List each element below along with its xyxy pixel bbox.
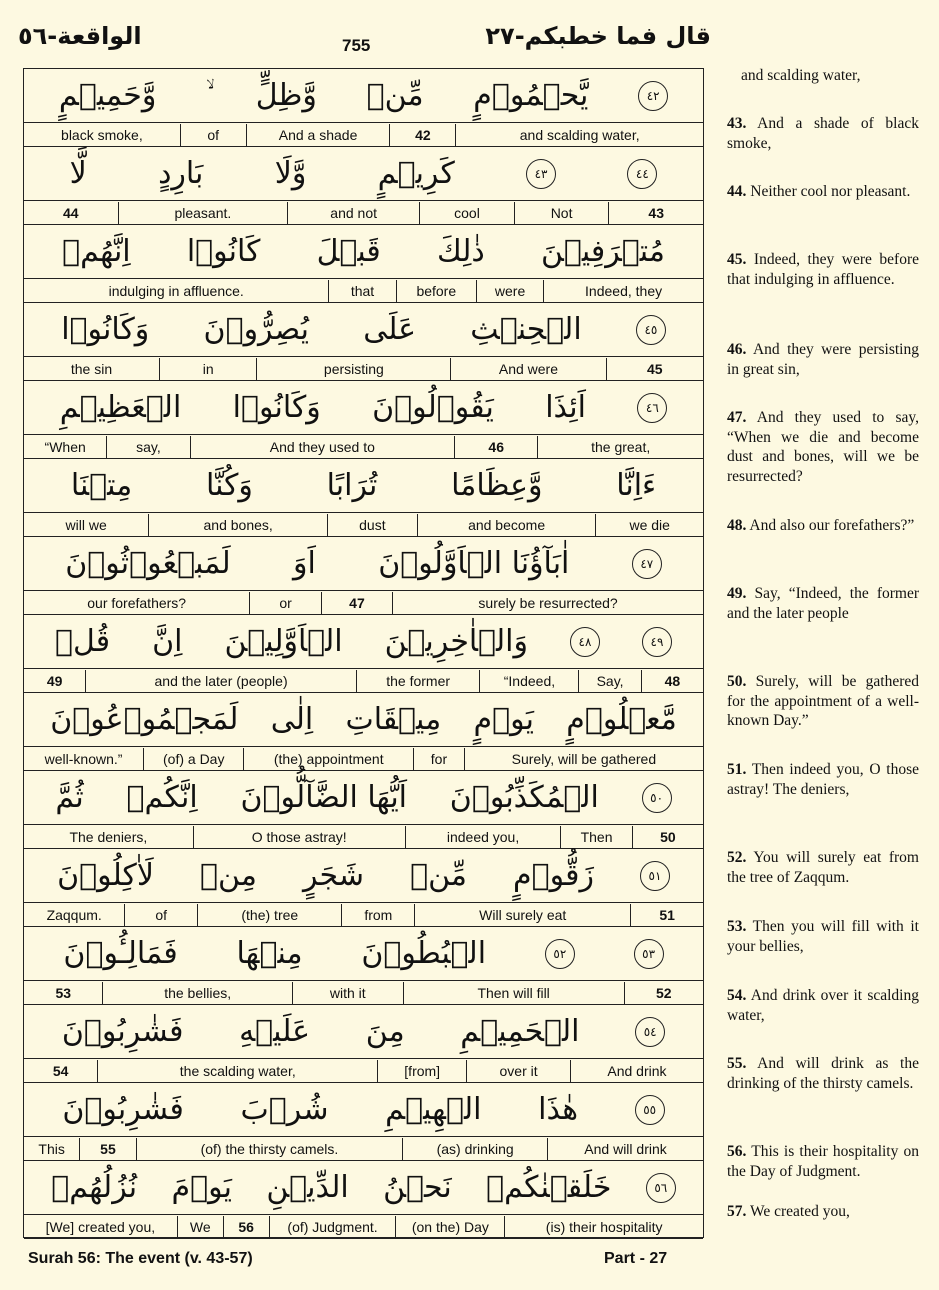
arabic-word: اِلٰى [270,702,314,737]
arabic-word: شَجَرٍ [302,858,365,893]
word-meaning-cell: O those astray! [193,826,405,848]
word-meaning-cell: indeed you, [405,826,561,848]
arabic-word: مِنۡ [199,858,257,893]
word-meaning-cell: [We] created you, [45,1219,156,1235]
word-meaning-cell: surely be resurrected? [392,592,703,614]
english-line [24,358,703,381]
arabic-word: نُزُلُهُمۡ [51,1170,138,1205]
part-name-arabic: قال فما خطبكم-٢٧ [485,22,711,50]
word-meaning-cell: And will drink [547,1138,703,1160]
arabic-word: زَقُّوۡمٍ [513,858,594,893]
arabic-line [24,693,703,747]
word-meaning-cell: indulging in affluence. [108,283,244,299]
arabic-word: قُلۡ [55,624,111,659]
arabic-word: عَلَيۡهِ [239,1014,311,1049]
word-meaning-cell: of [180,124,246,146]
verse-end-marker: ٤٨ [570,627,600,657]
word-meaning-cell: with it [292,982,403,1004]
verse-number-cell: 50 [632,826,703,848]
verse-end-marker: ٥٣ [634,939,664,969]
translation-verse [727,340,919,379]
arabic-word: مُتۡرَفِيۡنَ [540,234,665,269]
word-meaning-cell: Zaqqum. [46,907,102,923]
arabic-word: الۡحَمِيۡمِ [460,1014,580,1049]
word-meaning-cell: Surely, will be gathered [464,748,703,770]
translation-verse [727,986,919,1025]
translation-verse-number: 56. [727,1143,747,1160]
translation-verse-text: Neither cool nor pleasant. [750,183,911,200]
translation-verse-text: Say, “Indeed, the former and the later people [727,585,920,622]
verse-end-marker: ٤٩ [642,627,672,657]
translation-verse [727,584,919,623]
translation-verse-number: 46. [727,341,747,358]
translation-verse-number: 53. [727,918,747,935]
arabic-word: اَيُّهَا الضَّآلُّوۡنَ [240,780,408,815]
arabic-line [24,771,703,825]
word-meaning-cell: (the) appointment [243,748,413,770]
word-meaning-cell: well-known.” [44,751,123,767]
verse-end-marker: ٤٧ [632,549,662,579]
word-meaning-cell: the scalding water, [97,1060,377,1082]
verse-row [24,537,703,615]
arabic-word: شُرۡبَ [240,1092,329,1127]
translation-verse-number: 48. [727,517,747,534]
word-meaning-cell: And were [450,358,605,380]
english-line [24,436,703,459]
translation-verse [727,516,919,536]
word-meaning-cell: (of) Judgment. [269,1216,396,1238]
verse-end-marker: ٥٠ [642,783,672,813]
arabic-word: وَّظِلٍّ [255,78,317,113]
arabic-word: وَّلَا [274,156,307,191]
verse-row [24,849,703,927]
verse-number-cell: 48 [641,670,703,692]
footer-surah-title: Surah 56: The event (v. 43-57) [28,1250,253,1267]
arabic-word: نَحۡنُ [383,1170,452,1205]
arabic-word: فَمَالِـُٔوۡنَ [63,936,178,971]
verse-row [24,771,703,849]
word-by-word-grid [23,68,704,1238]
verse-number-cell: 46 [454,436,537,458]
arabic-word: الۡبُطُوۡنَ [361,936,487,971]
word-meaning-cell: of [124,904,197,926]
word-meaning-cell: and bones, [148,514,327,536]
arabic-word: الۡعَظِيۡمِ [59,390,182,425]
arabic-word: وَكَانُوۡا [232,390,321,425]
arabic-word: مَّعۡلُوۡمٍ [566,702,677,737]
word-meaning-cell: the sin [70,361,113,377]
verse-number-cell: 44 [63,205,79,221]
english-line [24,670,703,693]
verse-end-marker: ٥٤ [635,1017,665,1047]
arabic-word: اِنَّهُمۡ [62,234,131,269]
word-meaning-cell: (of) a Day [143,748,243,770]
arabic-line [24,147,703,201]
translation-verse-text: And will drink as the drinking of the thirsty camels. [727,1055,919,1092]
arabic-word: اِنَّكُمۡ [126,780,198,815]
verse-row [24,225,703,303]
verse-row [24,303,703,381]
arabic-word: مِتۡنَا [70,468,133,503]
arabic-word: فَشٰرِبُوۡنَ [61,1014,184,1049]
word-meaning-cell: cool [419,202,514,224]
arabic-word: قَبۡلَ [316,234,381,269]
word-meaning-cell: pleasant. [118,202,288,224]
translation-verse [727,760,919,799]
arabic-word: اٰبَآؤُنَا الۡاَوَّلُوۡنَ [378,546,570,581]
arabic-word: فَشٰرِبُوۡنَ [62,1092,184,1127]
arabic-line [24,537,703,591]
translation-verse-text: And a shade of black smoke, [727,115,919,152]
english-line [24,1216,703,1239]
word-meaning-cell: before [396,280,476,302]
word-meaning-cell: (is) their hospitality [504,1216,703,1238]
arabic-word: وَالۡاٰخِرِيۡنَ [384,624,528,659]
translation-verse-text: Surely, will be gathered for the appointment of a well-known Day.” [727,673,919,729]
arabic-word: اَوَ [293,546,316,581]
verse-number-cell: 55 [79,1138,135,1160]
english-line [24,280,703,303]
english-line [24,1060,703,1083]
translation-verse-text: and scalding water, [741,67,861,84]
word-meaning-cell: black smoke, [61,127,143,143]
arabic-word: وَكَانُوۡا [61,312,150,347]
verse-number-cell: 47 [321,592,392,614]
verse-row [24,381,703,459]
verse-end-marker: ٥١ [640,861,670,891]
word-meaning-cell: were [476,280,543,302]
arabic-word: كَرِيۡمٍ [377,156,455,191]
translation-verse-number: 51. [727,761,747,778]
verse-number-cell: 56 [223,1216,269,1238]
word-meaning-cell: over it [466,1060,570,1082]
arabic-word: لَمَبۡعُوۡثُوۡنَ [65,546,231,581]
word-meaning-cell: Say, [578,670,640,692]
arabic-word: تُرَابًا [326,468,378,503]
arabic-word: لَّا [69,156,87,191]
footer-part: Part - 27 [604,1250,668,1267]
english-line [24,1138,703,1161]
arabic-word: مِيۡقَاتِ [345,702,442,737]
verse-row [24,1005,703,1083]
word-meaning-cell: from [341,904,414,926]
verse-number-cell: 53 [55,985,72,1001]
translation-verse-number: 54. [727,987,747,1004]
verse-end-marker: ٤٤ [627,159,657,189]
translation-verse-number: 52. [727,849,747,866]
arabic-line [24,69,703,123]
verse-row [24,147,703,225]
verse-end-marker: ٤٥ [636,315,666,345]
translation-verse [727,1202,919,1222]
word-meaning-cell: The deniers, [69,829,148,845]
arabic-word: يَقُوۡلُوۡنَ [372,390,494,425]
translation-verse-number: 55. [727,1055,747,1072]
translation-verse [727,1142,919,1181]
surah-name-arabic: الواقعة-٥٦ [18,22,142,50]
arabic-word: الۡهِيۡمِ [385,1092,482,1127]
translation-verse [727,182,919,202]
word-meaning-cell: [from] [377,1060,466,1082]
arabic-line [24,849,703,903]
word-meaning-cell: We [177,1216,223,1238]
arabic-word: مِنَ [365,1014,405,1049]
word-meaning-cell: This [38,1141,65,1157]
word-meaning-cell: the former [356,670,480,692]
verse-number-cell: 42 [389,124,455,146]
verse-row [24,693,703,771]
translation-verse-text: And drink over it scalding water, [727,987,919,1024]
word-meaning-cell: the great, [537,436,703,458]
arabic-word: ثُمَّ [55,780,84,815]
translation-verse-text: And they were persisting in great sin, [727,341,919,378]
word-meaning-cell: and become [417,514,596,536]
arabic-word: مِّنۡ [410,858,467,893]
arabic-line [24,459,703,513]
translation-verse-text: This is their hospitality on the Day of Judgment. [727,1143,919,1180]
translation-verse [727,672,919,731]
word-meaning-cell: will we [65,517,107,533]
word-meaning-cell: Will surely eat [414,904,630,926]
word-meaning-cell: and not [287,202,419,224]
arabic-word: الۡمُكَذِّبُوۡنَ [449,780,599,815]
english-line [24,592,703,615]
arabic-word: وَّحَمِيۡمٍ [58,78,157,113]
verse-number-cell: 52 [624,982,703,1004]
arabic-word: عَلَى [363,312,417,347]
arabic-word: لَاٰكِلُوۡنَ [57,858,154,893]
translation-verse-text: We created you, [749,1203,850,1220]
arabic-word: ءَاِنَّا [616,468,657,503]
translation-verse-number: 49. [727,585,747,602]
page-number: 755 [342,36,371,55]
word-meaning-cell: (of) the thirsty camels. [136,1138,403,1160]
english-line [24,904,703,927]
verse-row [24,1083,703,1161]
arabic-word: اَئِذَا [545,390,586,425]
english-line [24,514,703,537]
arabic-word: الۡاَوَّلِيۡنَ [224,624,343,659]
verse-number-cell: 45 [606,358,703,380]
verse-end-marker: ٤٦ [637,393,667,423]
verse-end-marker: ٥٦ [646,1173,676,1203]
verse-number-cell: 43 [608,202,703,224]
arabic-word: يَوۡمَ [171,1170,232,1205]
word-meaning-cell: (as) drinking [402,1138,547,1160]
arabic-word: كَانُوۡا [186,234,261,269]
word-meaning-cell: Not [514,202,609,224]
arabic-line [24,381,703,435]
arabic-word: يُصِرُّوۡنَ [203,312,309,347]
arabic-line [24,1083,703,1137]
translation-verse [727,114,919,153]
english-line [24,982,703,1005]
word-meaning-cell: “Indeed, [479,670,578,692]
word-meaning-cell: “When [44,439,86,455]
arabic-word: خَلَقۡنٰكُمۡ [486,1170,612,1205]
translation-verse [727,408,919,486]
arabic-word: الۡحِنۡثِ [470,312,582,347]
translation-verse-text: Then indeed you, O those astray! The deniers, [727,761,919,798]
word-meaning-cell: And drink [570,1060,703,1082]
word-meaning-cell: Then will fill [403,982,624,1004]
arabic-line [24,1161,703,1215]
arabic-word: اِنَّ [152,624,183,659]
word-meaning-cell: or [249,592,320,614]
word-meaning-cell: our forefathers? [87,595,187,611]
translation-verse-number: 45. [727,251,747,268]
word-meaning-cell: (the) tree [197,904,341,926]
word-meaning-cell: (on the) Day [395,1216,504,1238]
translation-verse [727,848,919,887]
arabic-word: الدِّيۡنِ [266,1170,349,1205]
translation-verse-number: 57. [727,1203,747,1220]
verse-end-marker: ٤٢ [638,81,668,111]
verse-row [24,69,703,147]
arabic-word: ذٰلِكَ [436,234,485,269]
translation-verse-text: And they used to say, “When we die and become dust and bones, will we be resurrected? [727,409,919,485]
arabic-word: هٰذَا [538,1092,579,1127]
word-meaning-cell: we die [595,514,703,536]
word-meaning-cell: that [328,280,395,302]
verse-end-marker: ٥٥ [635,1095,665,1125]
word-meaning-cell: the bellies, [102,982,291,1004]
arabic-word: مِنۡهَا [236,936,303,971]
arabic-line [24,615,703,669]
arabic-line [24,225,703,279]
verse-number-cell: 54 [52,1063,69,1079]
verse-row [24,615,703,693]
translation-verse-number: 50. [727,673,747,690]
english-line [24,124,703,147]
translation-verse [727,66,933,86]
arabic-word: يَوۡمٍ [473,702,534,737]
word-meaning-cell: Then [560,826,631,848]
word-meaning-cell: and scalding water, [455,124,703,146]
word-meaning-cell: dust [327,514,417,536]
verse-row [24,927,703,1005]
word-meaning-cell: in [159,358,256,380]
english-line [24,826,703,849]
verse-end-marker: ٤٣ [526,159,556,189]
word-meaning-cell: and the later (people) [85,670,356,692]
arabic-word: وَكُنَّا [205,468,253,503]
arabic-word: يَّحۡمُوۡمٍ [473,78,589,113]
arabic-word: بَارِدٍ [158,156,204,191]
word-meaning-cell: Indeed, they [543,280,703,302]
translation-verse [727,917,919,956]
arabic-line [24,927,703,981]
translation-verse-text: Indeed, they were before that indulging in affluence. [727,251,919,288]
arabic-line [24,1005,703,1059]
translation-verse-text: And also our forefathers?” [749,517,915,534]
translation-verse [727,250,919,289]
verse-number-cell: 51 [630,904,703,926]
english-line [24,748,703,771]
translation-verse-number: 47. [727,409,747,426]
translation-verse-text: Then you will fill with it your bellies, [727,918,919,955]
arabic-word: لَمَجۡمُوۡعُوۡنَ [50,702,239,737]
word-meaning-cell: And they used to [190,436,454,458]
verse-row [24,1161,703,1239]
english-line [24,202,703,225]
verse-number-cell: 49 [46,673,63,689]
arabic-line [24,303,703,357]
word-meaning-cell: say, [106,436,189,458]
translation-verse [727,1054,919,1093]
word-meaning-cell: persisting [256,358,450,380]
arabic-word: مِّنۡ [366,78,424,113]
verse-row [24,459,703,537]
arabic-word: وَّعِظَامًا [451,468,543,503]
word-meaning-cell: for [413,748,464,770]
translation-verse-number: 43. [727,115,747,132]
translation-verse-number: 44. [727,183,747,200]
translation-verse-text: You will surely eat from the tree of Zaqqum. [727,849,919,886]
word-meaning-cell: And a shade [246,124,390,146]
verse-end-marker: ٥٢ [545,939,575,969]
